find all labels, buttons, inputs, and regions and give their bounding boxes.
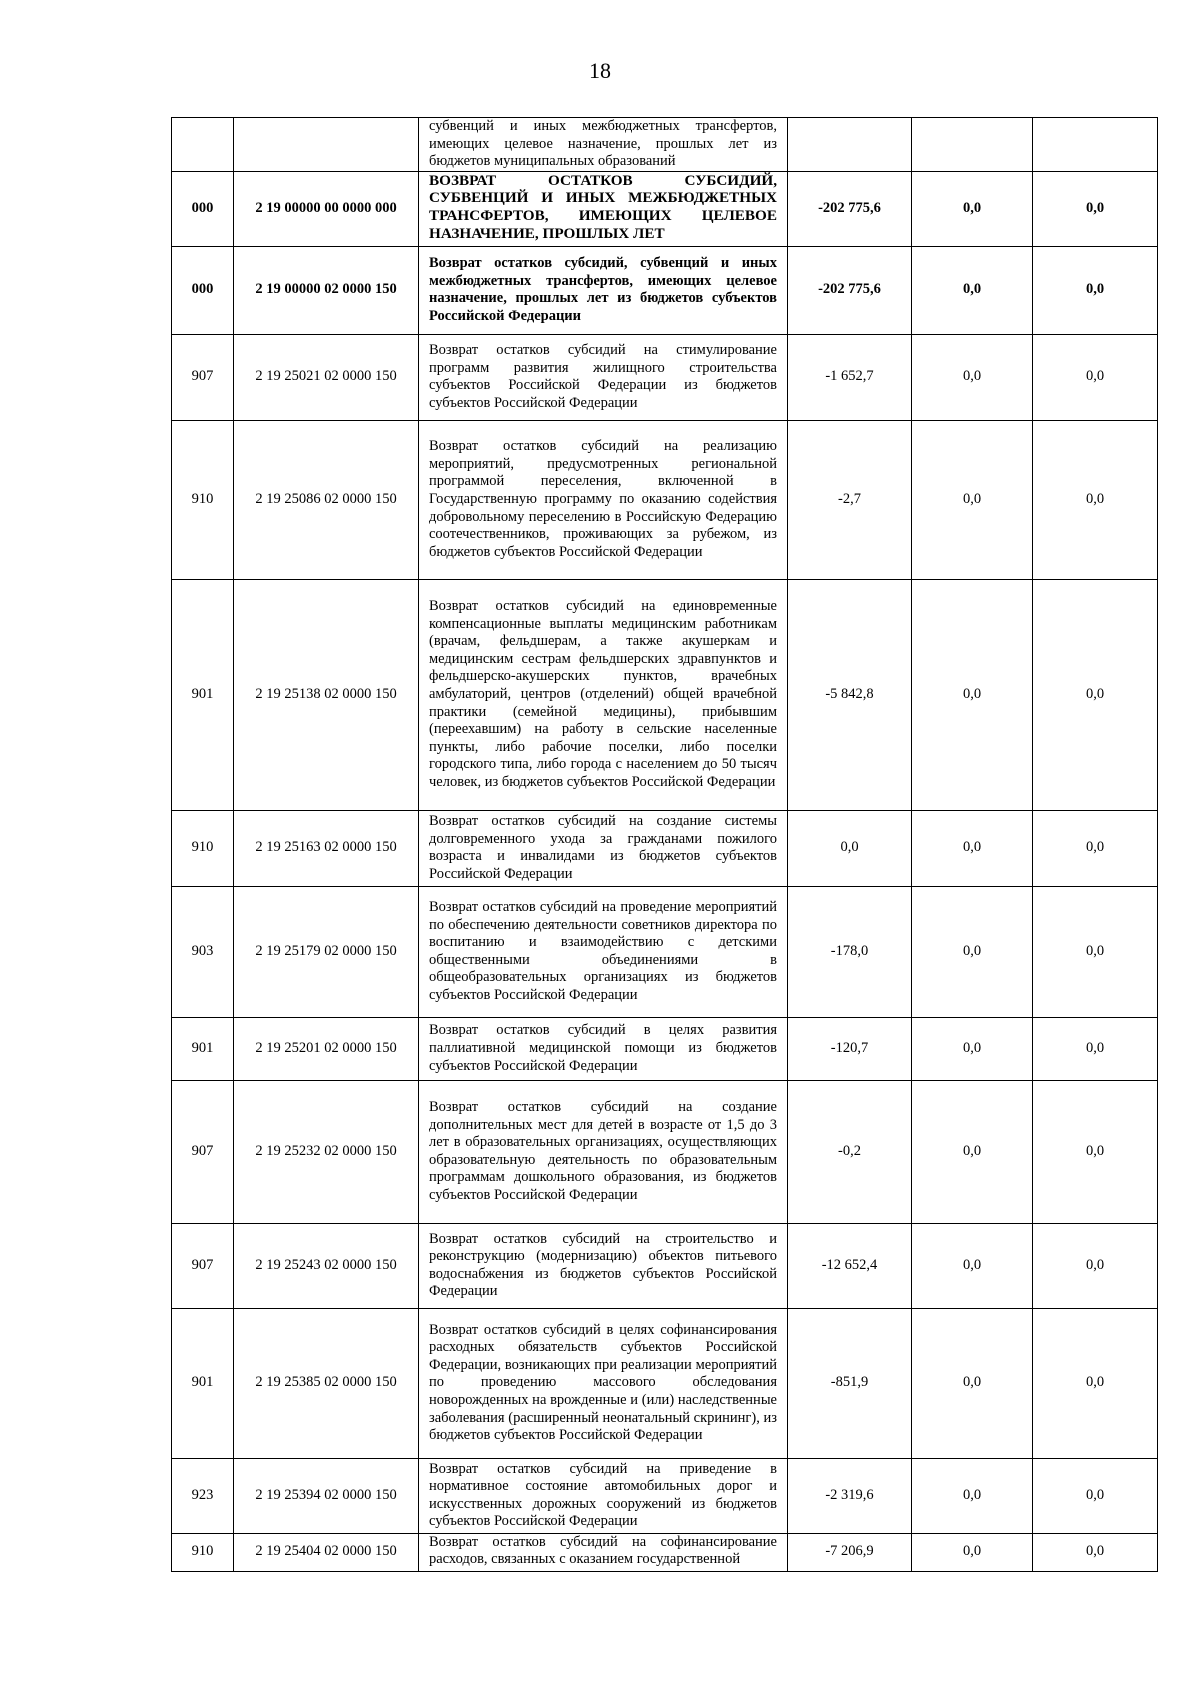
name-cell: Возврат остатков субсидий на приведение в нормативное состояние автомобильных дорог и искусственных дорожных сооружений из бюджетов субъектов Российской Федерации (419, 1458, 788, 1533)
amount-2026-cell: 0,0 (1033, 1533, 1158, 1571)
admin-code-cell: 910 (172, 420, 234, 579)
name-cell: Возврат остатков субсидий на стимулирование программ развития жилищного строительства субъектов Российской Федерации из бюджетов субъектов Российской Федерации (419, 334, 788, 420)
admin-code-cell: 907 (172, 334, 234, 420)
page-number: 18 (589, 58, 611, 83)
admin-code-cell: 000 (172, 171, 234, 246)
budget-code-cell: 2 19 25394 02 0000 150 (234, 1458, 419, 1533)
table-row (172, 886, 1158, 1017)
amount-2026-cell: 0,0 (1033, 1017, 1158, 1080)
name-cell: Возврат остатков субсидий, субвенций и иных межбюджетных трансфертов, имеющих целевое назначение, прошлых лет из бюджетов субъектов Российской Федерации (419, 246, 788, 334)
amount-2024-cell: -1 652,7 (788, 334, 912, 420)
name-cell: Возврат остатков субсидий в целях софинансирования расходных обязательств субъектов Российской Федерации, возникающих при реализации мероприятий по проведению массового обследования новорожденных на врожденные и (или) наследственные заболевания (расширенный неонатальный скрининг), из бюджетов субъектов Российской Федерации (419, 1308, 788, 1458)
name-cell: Возврат остатков субсидий на единовременные компенсационные выплаты медицинским работникам (врачам, фельдшерам, а также акушеркам и медицинским сестрам фельдшерских здравпунктов и фельдшерско-акушерских пунктов, врачебных амбулаторий, центров (отделений) общей врачебной практики (семейной медицины), прибывшим (переехавшим) на работу в сельские населенные пункты, либо рабочие поселки, либо поселки городского типа, либо города с населением до 50 тысяч человек, из бюджетов субъектов Российской Федерации (419, 579, 788, 810)
admin-code-cell: 000 (172, 246, 234, 334)
amount-2026-cell: 0,0 (1033, 579, 1158, 810)
admin-code-cell: 923 (172, 1458, 234, 1533)
amount-2026-cell: 0,0 (1033, 1308, 1158, 1458)
budget-code-cell: 2 19 25086 02 0000 150 (234, 420, 419, 579)
table-row (172, 118, 1158, 172)
name-cell: Возврат остатков субсидий на проведение мероприятий по обеспечению деятельности советников директора по воспитанию и взаимодействию с детскими общественными объединениями в общеобразовательных организациях из бюджетов субъектов Российской Федерации (419, 886, 788, 1017)
amount-2025-cell: 0,0 (912, 1223, 1033, 1308)
name-cell: Возврат остатков субсидий на строительство и реконструкцию (модернизацию) объектов питьевого водоснабжения из бюджетов субъектов Российской Федерации (419, 1223, 788, 1308)
table-row (172, 334, 1158, 420)
budget-code-cell: 2 19 00000 00 0000 000 (234, 171, 419, 246)
amount-2026-cell: 0,0 (1033, 334, 1158, 420)
table-row (172, 1223, 1158, 1308)
name-cell: Возврат остатков субсидий на создание дополнительных мест для детей в возрасте от 1,5 до 3 лет в образовательных организациях, осуществляющих образовательную деятельность по образовательным программам дошкольного образования, из бюджетов субъектов Российской Федерации (419, 1080, 788, 1223)
amount-2026-cell: 0,0 (1033, 246, 1158, 334)
amount-2024-cell: -202 775,6 (788, 246, 912, 334)
table-row (172, 1458, 1158, 1533)
amount-2026-cell: 0,0 (1033, 886, 1158, 1017)
budget-code-cell: 2 19 25385 02 0000 150 (234, 1308, 419, 1458)
amount-2025-cell: 0,0 (912, 579, 1033, 810)
amount-2025-cell: 0,0 (912, 1017, 1033, 1080)
amount-2024-cell: -12 652,4 (788, 1223, 912, 1308)
table-row (172, 810, 1158, 886)
amount-2026-cell: 0,0 (1033, 171, 1158, 246)
budget-code-cell: 2 19 25243 02 0000 150 (234, 1223, 419, 1308)
amount-2026-cell: 0,0 (1033, 1458, 1158, 1533)
name-cell: Возврат остатков субсидий в целях развития паллиативной медицинской помощи из бюджетов субъектов Российской Федерации (419, 1017, 788, 1080)
amount-2026-cell: 0,0 (1033, 1223, 1158, 1308)
budget-code-cell: 2 19 00000 02 0000 150 (234, 246, 419, 334)
budget-code-cell: 2 19 25201 02 0000 150 (234, 1017, 419, 1080)
name-cell: Возврат остатков субсидий на реализацию мероприятий, предусмотренных региональной программой переселения, включенной в Государственную программу по оказанию содействия добровольному переселению в Российскую Федерацию соотечественников, проживающих за рубежом, из бюджетов субъектов Российской Федерации (419, 420, 788, 579)
name-cell: субвенций и иных межбюджетных трансфертов, имеющих целевое назначение, прошлых лет из бюджетов муниципальных образований (419, 118, 788, 172)
admin-code-cell: 910 (172, 1533, 234, 1571)
table-row (172, 246, 1158, 334)
amount-2026-cell: 0,0 (1033, 1080, 1158, 1223)
name-cell: Возврат остатков субсидий на софинансирование расходов, связанных с оказанием государственной (419, 1533, 788, 1571)
table-row (172, 420, 1158, 579)
admin-code-cell: 910 (172, 810, 234, 886)
amount-2024-cell: -2 319,6 (788, 1458, 912, 1533)
amount-2025-cell (912, 118, 1033, 172)
table-row (172, 579, 1158, 810)
amount-2025-cell: 0,0 (912, 1080, 1033, 1223)
amount-2024-cell: -851,9 (788, 1308, 912, 1458)
name-cell: ВОЗВРАТ ОСТАТКОВ СУБСИДИЙ, СУБВЕНЦИЙ И ИНЫХ МЕЖБЮДЖЕТНЫХ ТРАНСФЕРТОВ, ИМЕЮЩИХ ЦЕЛЕВОЕ НАЗНАЧЕНИЕ, ПРОШЛЫХ ЛЕТ (419, 171, 788, 246)
admin-code-cell (172, 118, 234, 172)
admin-code-cell: 907 (172, 1080, 234, 1223)
amount-2025-cell: 0,0 (912, 810, 1033, 886)
admin-code-cell: 901 (172, 579, 234, 810)
budget-code-cell: 2 19 25404 02 0000 150 (234, 1533, 419, 1571)
amount-2024-cell: -5 842,8 (788, 579, 912, 810)
amount-2025-cell: 0,0 (912, 1308, 1033, 1458)
budget-code-cell: 2 19 25163 02 0000 150 (234, 810, 419, 886)
amount-2024-cell: -120,7 (788, 1017, 912, 1080)
budget-table (171, 117, 1158, 1572)
amount-2025-cell: 0,0 (912, 420, 1033, 579)
amount-2024-cell: -7 206,9 (788, 1533, 912, 1571)
amount-2026-cell: 0,0 (1033, 810, 1158, 886)
amount-2024-cell: -178,0 (788, 886, 912, 1017)
admin-code-cell: 907 (172, 1223, 234, 1308)
table-row (172, 1080, 1158, 1223)
amount-2025-cell: 0,0 (912, 1458, 1033, 1533)
budget-code-cell: 2 19 25138 02 0000 150 (234, 579, 419, 810)
admin-code-cell: 901 (172, 1308, 234, 1458)
budget-code-cell: 2 19 25232 02 0000 150 (234, 1080, 419, 1223)
table-row (172, 1308, 1158, 1458)
amount-2025-cell: 0,0 (912, 334, 1033, 420)
amount-2026-cell (1033, 118, 1158, 172)
amount-2024-cell: -0,2 (788, 1080, 912, 1223)
amount-2024-cell: -2,7 (788, 420, 912, 579)
amount-2024-cell: -202 775,6 (788, 171, 912, 246)
amount-2024-cell: 0,0 (788, 810, 912, 886)
admin-code-cell: 901 (172, 1017, 234, 1080)
amount-2025-cell: 0,0 (912, 886, 1033, 1017)
budget-code-cell: 2 19 25021 02 0000 150 (234, 334, 419, 420)
admin-code-cell: 903 (172, 886, 234, 1017)
amount-2026-cell: 0,0 (1033, 420, 1158, 579)
amount-2024-cell (788, 118, 912, 172)
table-row (172, 171, 1158, 246)
budget-code-cell (234, 118, 419, 172)
amount-2025-cell: 0,0 (912, 246, 1033, 334)
table-row (172, 1533, 1158, 1571)
amount-2025-cell: 0,0 (912, 171, 1033, 246)
budget-code-cell: 2 19 25179 02 0000 150 (234, 886, 419, 1017)
name-cell: Возврат остатков субсидий на создание системы долговременного ухода за гражданами пожилого возраста и инвалидами из бюджетов субъектов Российской Федерации (419, 810, 788, 886)
table-row (172, 1017, 1158, 1080)
amount-2025-cell: 0,0 (912, 1533, 1033, 1571)
